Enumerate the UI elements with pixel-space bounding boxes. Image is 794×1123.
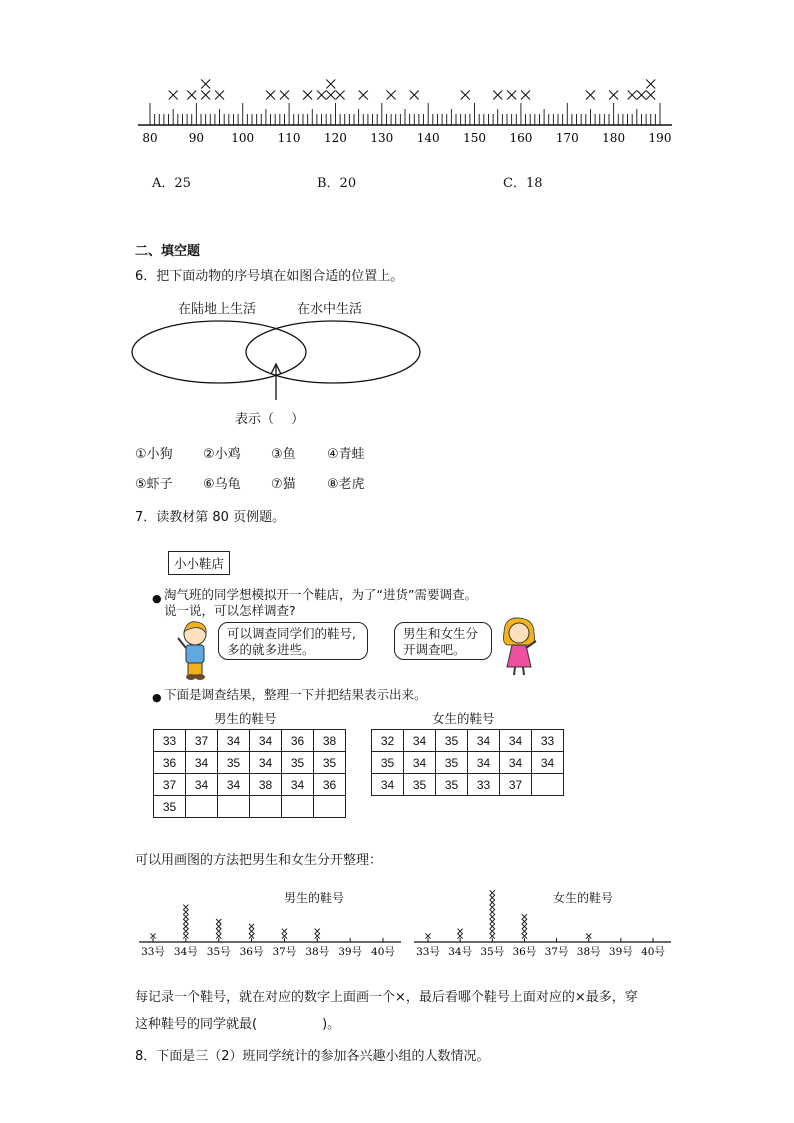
venn-label-land: 在陆地上生活	[178, 302, 257, 317]
girls-plot-x-mark	[522, 933, 527, 938]
girls-plot-x-mark	[490, 909, 495, 914]
shop-title: 小小鞋店	[168, 551, 230, 575]
x-mark	[461, 91, 470, 100]
boys-table-cell: 35	[154, 796, 186, 818]
girls-plot-x-mark	[490, 919, 495, 924]
girls-table-cell: 35	[436, 730, 468, 752]
girls-table-cell: 34	[468, 752, 500, 774]
boy-shoe-right	[195, 674, 205, 680]
ruler-tick-label: 180	[602, 131, 626, 145]
boys-table-row	[154, 796, 346, 818]
girls-table-cell: 35	[372, 752, 404, 774]
bubble-girl-line2: 开调查吧。	[403, 642, 466, 657]
x-mark	[187, 91, 196, 100]
girls-table-row	[372, 752, 564, 774]
girls-plot-tick-label: 33号	[416, 946, 440, 958]
x-mark	[493, 91, 502, 100]
girls-table-cell: 34	[468, 730, 500, 752]
girls-table-cell: 37	[500, 774, 532, 796]
q7-question: 7．读教材第 80 页例题。	[135, 510, 286, 525]
girl-leg-left	[514, 667, 515, 675]
girls-table-cell: 34	[372, 774, 404, 796]
boys-table-cell: 34	[186, 752, 218, 774]
boys-plot-tick-label: 33号	[141, 946, 165, 958]
boys-table-cell: 36	[282, 730, 314, 752]
boys-plot-tick-label: 40号	[371, 946, 395, 958]
boys-plot-x-mark	[150, 933, 155, 938]
girls-plot-tick-label: 39号	[608, 946, 633, 958]
q8-question: 8．下面是三（2）班同学统计的参加各兴趣小组的人数情况。	[135, 1049, 490, 1064]
boys-plot-x-mark	[282, 929, 287, 934]
girls-dot-plot	[410, 880, 675, 962]
ruler-tick-label: 130	[370, 131, 394, 145]
option-b[interactable]: B．20	[317, 176, 357, 191]
girls-plot-tick-label: 36号	[512, 946, 537, 958]
x-mark	[303, 91, 312, 100]
girls-plot-tick-label: 35号	[480, 946, 505, 958]
girls-table-cell: 34	[532, 752, 564, 774]
boys-plot-tick-label: 36号	[239, 946, 264, 958]
boys-table-row	[154, 730, 346, 752]
boys-table-cell: 33	[154, 730, 186, 752]
x-mark	[326, 80, 335, 89]
x-mark	[336, 91, 345, 100]
boys-dot-plot	[135, 880, 405, 962]
x-mark	[201, 80, 210, 89]
ruler-tick-label: 100	[231, 131, 255, 145]
boy-illustration	[175, 618, 217, 682]
x-mark	[410, 91, 419, 100]
girls-table-cell: 34	[404, 730, 436, 752]
boys-table-row	[154, 752, 346, 774]
girls-table-row	[372, 774, 564, 796]
boys-plot-x-mark	[183, 933, 188, 938]
section-title: 二、填空题	[135, 244, 201, 259]
option-c[interactable]: C．18	[503, 176, 543, 191]
girls-plot-x-mark	[490, 933, 495, 938]
boy-body	[186, 645, 204, 663]
boys-plot-x-mark	[216, 933, 221, 938]
venn-land-ellipse	[132, 321, 306, 383]
ruler-dot-plot	[130, 70, 680, 150]
girl-speech-bubble	[394, 622, 492, 660]
ruler-tick-label: 90	[188, 131, 205, 145]
boys-table-cell: 37	[186, 730, 218, 752]
girls-table-cell: 34	[404, 752, 436, 774]
girls-plot-x-mark	[490, 905, 495, 910]
girl-illustration	[498, 615, 540, 681]
animal-4: ④青蛙	[327, 447, 365, 462]
boys-plot-x-mark	[249, 933, 254, 938]
q6-question: 6．把下面动物的序号填在如图合适的位置上。	[135, 269, 404, 284]
bullet-dot: ●	[152, 592, 162, 605]
bubble-boy-line1: 可以调查同学们的鞋号,	[227, 626, 356, 641]
boy-shoe-left	[186, 674, 196, 680]
girls-table-row	[372, 730, 564, 752]
boys-plot-tick-label: 38号	[305, 946, 330, 958]
x-mark	[280, 91, 289, 100]
x-mark	[521, 91, 530, 100]
animal-3: ③鱼	[271, 447, 296, 462]
girls-plot-x-mark	[490, 890, 495, 895]
boys-plot-x-mark	[183, 909, 188, 914]
boy-legs	[188, 663, 202, 675]
animal-5: ⑤虾子	[135, 477, 173, 492]
girls-table-cell: 33	[468, 774, 500, 796]
boys-plot-x-mark	[282, 933, 287, 938]
bullet1-line1: 淘气班的同学想模拟开一个鞋店，为了“进货”需要调查。	[164, 587, 477, 602]
girls-table-cell: 35	[404, 774, 436, 796]
animal-6: ⑥乌龟	[203, 477, 241, 492]
boys-table-cell: 36	[154, 752, 186, 774]
girls-plot-x-mark	[522, 919, 527, 924]
boys-plot-x-mark	[183, 924, 188, 929]
boys-table-cell: 34	[250, 752, 282, 774]
x-mark	[637, 91, 646, 100]
boys-table-cell: 38	[314, 730, 346, 752]
boys-table-cell: 35	[282, 752, 314, 774]
animal-1: ①小狗	[135, 447, 173, 462]
boys-plot-x-mark	[183, 905, 188, 910]
option-a[interactable]: A．25	[152, 176, 191, 191]
boys-plot-tick-label: 35号	[206, 946, 231, 958]
boys-table-cell: 34	[186, 774, 218, 796]
venn-indicate[interactable]: 表示（ ）	[235, 412, 305, 427]
boy-arm	[178, 638, 186, 648]
boys-table-cell	[186, 796, 218, 818]
x-mark	[646, 91, 655, 100]
girls-table-cell: 34	[500, 730, 532, 752]
girl-dress	[507, 645, 531, 667]
boys-table-cell: 38	[250, 774, 282, 796]
boys-plot-tick-label: 39号	[338, 946, 363, 958]
boys-plot-x-mark	[216, 919, 221, 924]
boys-table-cell: 34	[282, 774, 314, 796]
venn-label-water: 在水中生活	[297, 302, 363, 317]
girls-chart-title: 女生的鞋号	[553, 891, 614, 905]
girls-plot-tick-label: 34号	[448, 946, 473, 958]
boys-plot-x-mark	[183, 914, 188, 919]
boys-table-cell: 35	[314, 752, 346, 774]
boys-plot-x-mark	[249, 929, 254, 934]
boys-table-cell	[218, 796, 250, 818]
girls-plot-x-mark	[490, 914, 495, 919]
ruler-tick-label: 170	[555, 131, 579, 145]
ruler-tick-label: 80	[142, 131, 158, 145]
boys-table-title: 男生的鞋号	[214, 711, 277, 726]
boys-plot-x-mark	[216, 924, 221, 929]
girls-plot-x-mark	[522, 929, 527, 934]
bubble-boy-line2: 多的就多进些。	[227, 642, 315, 657]
x-mark	[317, 91, 326, 100]
girls-plot-tick-label: 38号	[576, 946, 601, 958]
boys-plot-x-mark	[216, 929, 221, 934]
boys-plot-x-mark	[183, 929, 188, 934]
girls-plot-x-mark	[586, 933, 591, 938]
ruler-tick-label: 160	[509, 131, 533, 145]
x-mark	[609, 91, 618, 100]
boys-plot-x-mark	[315, 933, 320, 938]
x-mark	[326, 91, 335, 100]
boys-plot-x-mark	[249, 924, 254, 929]
x-mark	[201, 91, 210, 100]
girl-leg-right	[523, 667, 524, 675]
x-mark	[169, 91, 178, 100]
animal-2: ②小鸡	[203, 447, 241, 462]
girls-plot-x-mark	[522, 914, 527, 919]
bubble-girl-line1: 男生和女生分	[403, 626, 479, 641]
boys-table-cell: 37	[154, 774, 186, 796]
boys-table-cell	[250, 796, 282, 818]
girls-table-cell: 35	[436, 774, 468, 796]
boys-plot-x-mark	[183, 919, 188, 924]
x-mark	[646, 80, 655, 89]
boys-shoe-table	[153, 729, 346, 818]
x-mark	[359, 91, 368, 100]
girls-plot-x-mark	[458, 929, 463, 934]
x-mark	[387, 91, 396, 100]
x-mark	[215, 91, 224, 100]
bullet-dot-2: ●	[152, 691, 162, 704]
boys-plot-tick-label: 34号	[173, 946, 198, 958]
boys-table-cell	[314, 796, 346, 818]
girls-plot-x-mark	[425, 933, 430, 938]
ruler-tick-label: 150	[463, 131, 486, 145]
girls-table-cell: 34	[500, 752, 532, 774]
girls-table-cell: 33	[532, 730, 564, 752]
ruler-tick-label: 120	[324, 131, 347, 145]
girls-table-cell: 35	[436, 752, 468, 774]
animal-7: ⑦猫	[271, 477, 296, 492]
girl-head	[509, 623, 529, 643]
girls-table-cell	[532, 774, 564, 796]
ruler-tick-label: 190	[648, 131, 672, 145]
x-mark	[507, 91, 516, 100]
venn-water-ellipse	[246, 321, 420, 383]
boys-table-cell: 34	[218, 774, 250, 796]
girls-table-title: 女生的鞋号	[432, 711, 495, 726]
girls-plot-x-mark	[490, 929, 495, 934]
girls-plot-tick-label: 40号	[641, 946, 665, 958]
girls-plot-x-mark	[490, 900, 495, 905]
girls-plot-x-mark	[490, 895, 495, 900]
boys-table-row	[154, 774, 346, 796]
boys-table-cell	[282, 796, 314, 818]
girls-shoe-table	[371, 729, 564, 796]
boys-table-cell: 34	[250, 730, 282, 752]
ruler-tick-label: 110	[277, 131, 301, 145]
boys-table-cell: 34	[218, 730, 250, 752]
ruler-tick-label: 140	[416, 131, 440, 145]
girls-plot-x-mark	[490, 924, 495, 929]
x-mark	[586, 91, 595, 100]
girls-table-cell: 32	[372, 730, 404, 752]
girls-plot-tick-label: 37号	[544, 946, 569, 958]
boys-chart-title: 男生的鞋号	[284, 891, 345, 905]
boys-plot-tick-label: 37号	[272, 946, 297, 958]
boy-speech-bubble	[218, 622, 368, 660]
boys-plot-x-mark	[315, 929, 320, 934]
method-text: 可以用画图的方法把男生和女生分开整理：	[135, 853, 383, 868]
x-mark	[266, 91, 275, 100]
venn-diagram	[130, 318, 425, 408]
boys-table-cell: 36	[314, 774, 346, 796]
animal-8: ⑧老虎	[327, 477, 365, 492]
explain-line1: 每记录一个鞋号，就在对应的数字上面画一个×，最后看哪个鞋号上面对应的×最多，穿	[135, 990, 638, 1005]
explain-line2[interactable]: 这种鞋号的同学就最( )。	[135, 1017, 341, 1032]
girls-plot-x-mark	[458, 933, 463, 938]
bullet1-line2: 说一说，可以怎样调查?	[164, 603, 296, 618]
boys-table-cell: 35	[218, 752, 250, 774]
girls-plot-x-mark	[522, 924, 527, 929]
bullet2-text: 下面是调查结果，整理一下并把结果表示出来。	[164, 687, 427, 702]
x-mark	[628, 91, 637, 100]
